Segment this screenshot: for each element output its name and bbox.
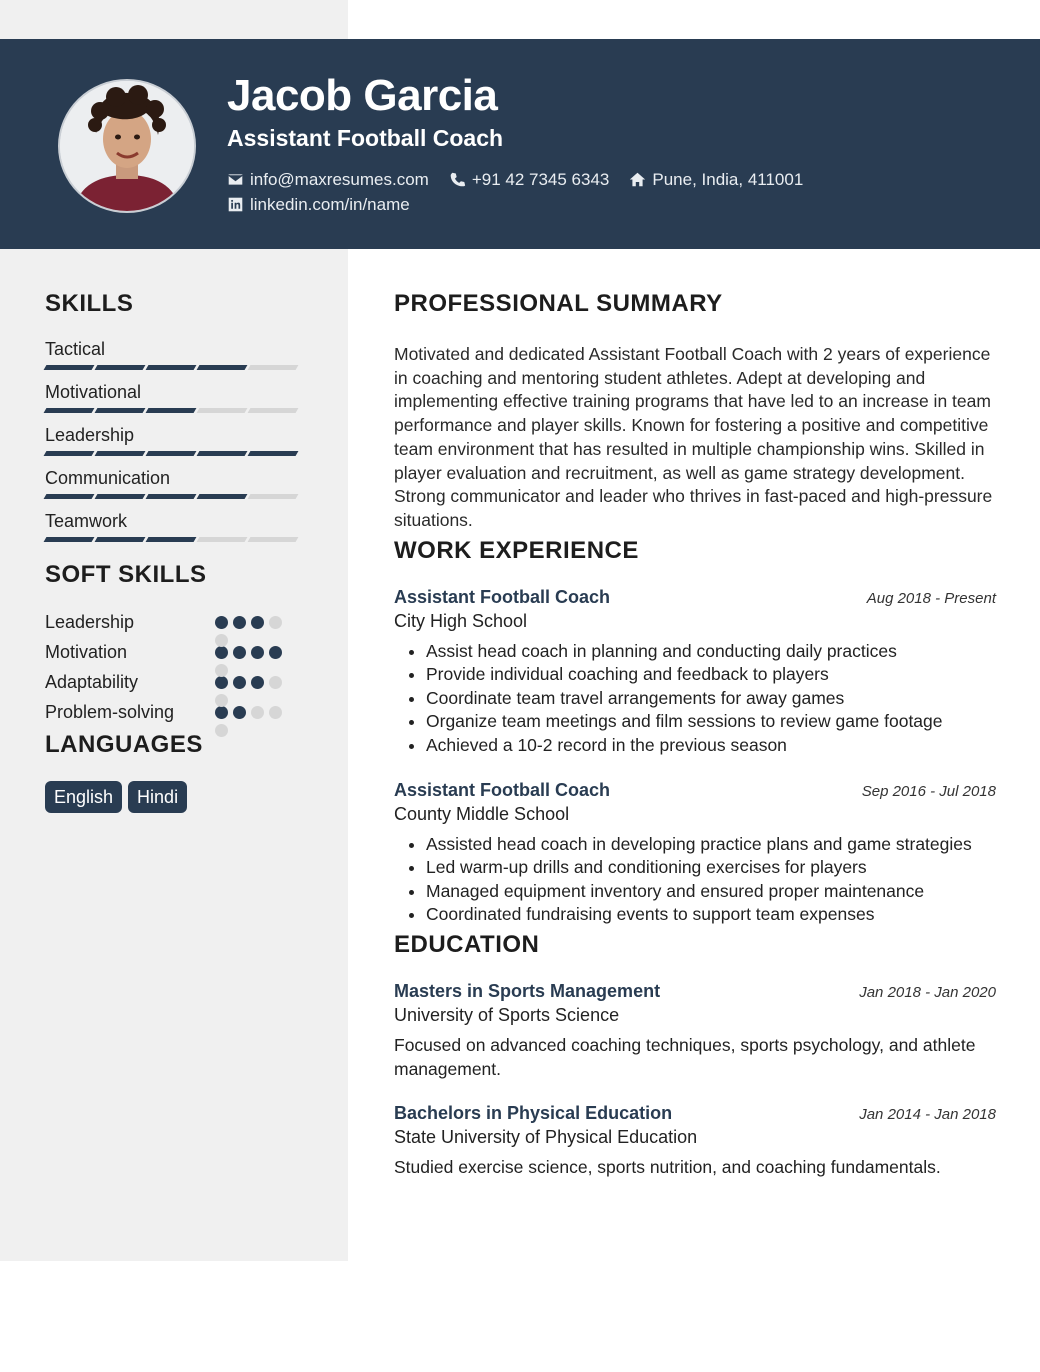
skill-item xyxy=(45,338,302,381)
skill-item xyxy=(45,381,302,424)
list-item: • Provide individual coaching and feedback to players xyxy=(426,663,996,687)
skill-level-segment xyxy=(95,451,146,456)
skill-level-bar xyxy=(45,537,302,542)
soft-skills-title: SOFT SKILLS xyxy=(45,561,207,588)
job-title: Assistant Football Coach xyxy=(394,779,611,800)
rating-dot xyxy=(233,646,246,659)
skill-level-segment xyxy=(197,494,248,499)
education-title: EDUCATION xyxy=(394,930,540,958)
rating-dot xyxy=(215,664,228,677)
skill-level-segment xyxy=(44,365,95,370)
right-column xyxy=(394,290,996,1180)
rating-dot xyxy=(215,676,228,689)
skill-level-bar xyxy=(45,408,302,413)
soft-skill-item xyxy=(45,667,302,697)
list-item: • Coordinate team travel arrangements for away games xyxy=(426,687,996,711)
job-title: Assistant Football Coach xyxy=(394,586,611,607)
avatar xyxy=(58,79,196,213)
rating-dot xyxy=(215,706,228,719)
list-item: • Assist head coach in planning and conducting daily practices xyxy=(426,640,996,664)
skill-level-segment xyxy=(146,451,197,456)
soft-skill-rating xyxy=(215,616,287,629)
skill-level-segment xyxy=(95,494,146,499)
soft-skill-rating xyxy=(215,646,287,659)
skill-item xyxy=(45,510,302,553)
job-entry xyxy=(394,780,996,927)
skill-level-segment xyxy=(95,408,146,413)
skill-name: Teamwork xyxy=(45,511,128,531)
summary-text: Motivated and dedicated Assistant Football Coach with 2 years of experience in coaching and mentoring student athletes. Adept at developing and implementing effective training programs that have led to an increase in team performance and player skills. Known for fostering a positive and competitive team environment that has resulted in multiple championship wins. Skilled in player evaluation and recruitment, as well as game strategy development. Strong communicator and leader who thrives in fast-paced and high-pressure situations. xyxy=(394,344,993,530)
contact-phone[interactable]: +91 42 7345 6343 xyxy=(449,170,610,190)
skill-level-segment xyxy=(146,408,197,413)
soft-skill-item xyxy=(45,637,302,667)
skill-level-segment xyxy=(248,451,299,456)
education-date: Jan 2018 - Jan 2020 xyxy=(859,983,996,1001)
contact-email[interactable]: info@maxresumes.com xyxy=(227,170,429,190)
rating-dot xyxy=(269,706,282,719)
list-item: • Assisted head coach in developing practice plans and game strategies xyxy=(426,833,996,857)
list-item: • Led warm-up drills and conditioning exercises for players xyxy=(426,856,996,880)
skill-level-bar xyxy=(45,365,302,370)
job-responsibilities xyxy=(394,640,996,758)
candidate-name: Jacob Garcia xyxy=(227,71,498,120)
rating-dot xyxy=(215,616,228,629)
skill-level-segment xyxy=(146,494,197,499)
education-date: Jan 2014 - Jan 2018 xyxy=(859,1106,996,1124)
skill-item xyxy=(45,424,302,467)
list-item: • Coordinated fundraising events to support team expenses xyxy=(426,903,996,927)
job-date: Sep 2016 - Jul 2018 xyxy=(861,782,996,800)
list-item: • Achieved a 10-2 record in the previous season xyxy=(426,734,996,758)
school-name: State University of Physical Education xyxy=(394,1127,698,1148)
soft-skill-item xyxy=(45,697,302,727)
skills-title: SKILLS xyxy=(45,290,134,317)
rating-dot xyxy=(269,616,282,629)
skill-level-segment xyxy=(44,537,95,542)
skill-name: Tactical xyxy=(45,339,106,359)
school-name: University of Sports Science xyxy=(394,1004,620,1025)
skill-level-segment xyxy=(197,408,248,413)
candidate-title: Assistant Football Coach xyxy=(227,125,504,151)
rating-dot xyxy=(269,676,282,689)
education-entry xyxy=(394,981,996,1081)
profile-photo-icon xyxy=(60,81,194,211)
skill-level-segment xyxy=(248,408,299,413)
contact-linkedin[interactable]: linkedin.com/in/name xyxy=(227,195,410,215)
rating-dot xyxy=(233,616,246,629)
skill-level-segment xyxy=(248,365,299,370)
soft-skills-list xyxy=(45,607,302,727)
soft-skill-name: Adaptability xyxy=(45,671,139,692)
soft-skill-name: Problem-solving xyxy=(45,701,175,722)
skills-list xyxy=(45,338,302,553)
degree-title: Bachelors in Physical Education xyxy=(394,1103,673,1124)
contact-location: Pune, India, 411001 xyxy=(629,170,803,190)
language-badge: Hindi xyxy=(128,781,187,813)
skill-level-bar xyxy=(45,451,302,456)
experience-title: WORK EXPERIENCE xyxy=(394,536,639,564)
contact-info xyxy=(227,167,823,217)
skill-level-segment xyxy=(44,494,95,499)
languages-title: LANGUAGES xyxy=(45,731,203,758)
phone-icon xyxy=(449,171,466,188)
skill-level-segment xyxy=(146,537,197,542)
rating-dot xyxy=(251,646,264,659)
rating-dot xyxy=(233,706,246,719)
skill-level-segment xyxy=(248,494,299,499)
skill-level-segment xyxy=(95,537,146,542)
list-item: • Managed equipment inventory and ensured proper maintenance xyxy=(426,880,996,904)
education-description: Studied exercise science, sports nutrition, and coaching fundamentals. xyxy=(394,1157,941,1178)
soft-skill-item xyxy=(45,607,302,637)
skill-item xyxy=(45,467,302,510)
soft-skill-rating xyxy=(215,676,287,689)
job-entry xyxy=(394,587,996,758)
soft-skill-name: Motivation xyxy=(45,641,128,662)
rating-dot xyxy=(215,694,228,707)
linkedin-icon xyxy=(227,196,244,213)
job-organization: County Middle School xyxy=(394,803,570,824)
skill-level-segment xyxy=(197,365,248,370)
rating-dot xyxy=(215,634,228,647)
skill-level-segment xyxy=(146,365,197,370)
education-entry xyxy=(394,1103,996,1180)
rating-dot xyxy=(251,676,264,689)
skill-level-segment xyxy=(197,451,248,456)
language-badge: English xyxy=(45,781,122,813)
rating-dot xyxy=(251,706,264,719)
education-description: Focused on advanced coaching techniques, sports psychology, and athlete management. xyxy=(394,1034,976,1079)
skill-name: Leadership xyxy=(45,425,135,445)
education-list xyxy=(394,981,996,1180)
skill-name: Communication xyxy=(45,468,171,488)
left-column xyxy=(45,290,302,813)
soft-skill-name: Leadership xyxy=(45,611,135,632)
rating-dot xyxy=(269,646,282,659)
home-icon xyxy=(629,171,646,188)
languages-list xyxy=(45,781,302,813)
job-responsibilities xyxy=(394,833,996,927)
skill-level-segment xyxy=(95,365,146,370)
job-header xyxy=(394,587,996,608)
soft-skill-rating xyxy=(215,706,287,719)
job-organization: City High School xyxy=(394,610,528,631)
rating-dot xyxy=(233,676,246,689)
resume-header xyxy=(0,39,1040,249)
degree-title: Masters in Sports Management xyxy=(394,980,661,1001)
rating-dot xyxy=(215,646,228,659)
envelope-icon xyxy=(227,171,244,188)
rating-dot xyxy=(215,724,228,737)
job-header xyxy=(394,780,996,801)
rating-dot xyxy=(251,616,264,629)
skill-level-segment xyxy=(197,537,248,542)
education-header xyxy=(394,1103,996,1124)
skill-name: Motivational xyxy=(45,382,142,402)
job-date: Aug 2018 - Present xyxy=(866,589,996,607)
skill-level-segment xyxy=(44,408,95,413)
experience-list xyxy=(394,587,996,927)
summary-title: PROFESSIONAL SUMMARY xyxy=(394,290,723,317)
list-item: • Organize team meetings and film sessions to review game footage xyxy=(426,710,996,734)
skill-level-segment xyxy=(44,451,95,456)
skill-level-segment xyxy=(248,537,299,542)
skill-level-bar xyxy=(45,494,302,499)
education-header xyxy=(394,981,996,1002)
